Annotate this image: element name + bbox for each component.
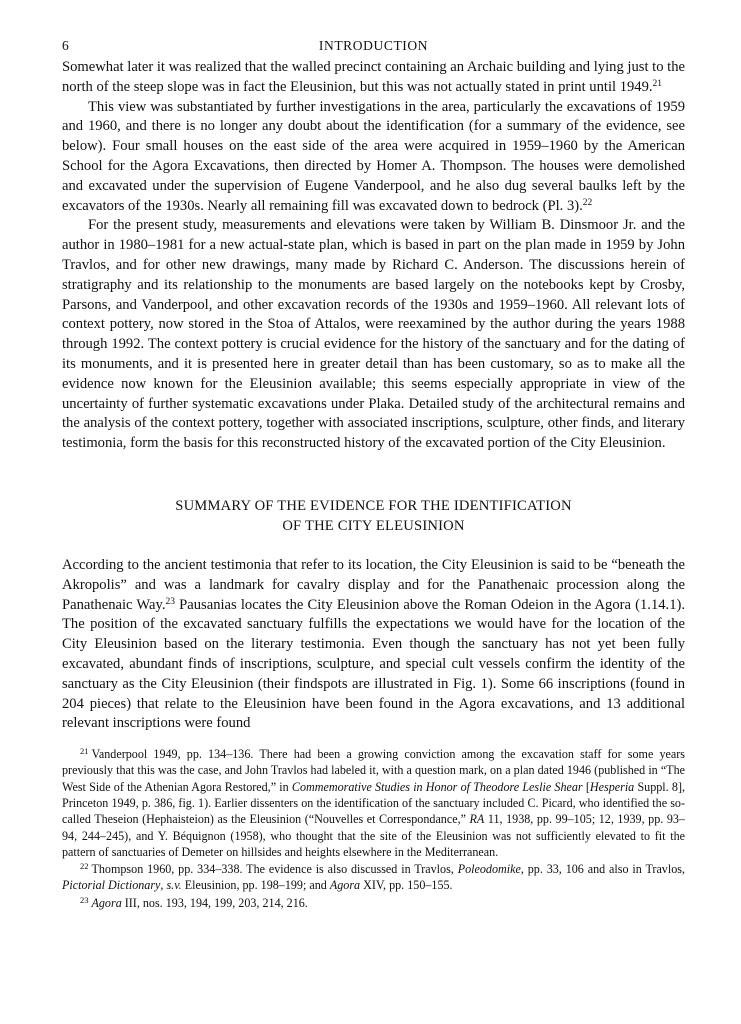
running-title: INTRODUCTION (318, 38, 429, 53)
intro-paragraph-2: This view was substantiated by further investigations in the area, particularly the excavations of 1959 and 1960, and there is no longer any doubt about the identification (for a summary of the evidence, see below). Four small houses on the east side of the area were acquired in 1959–1960 by the American School for the Agora Excavations, then directed by Homer A. Thompson. The houses were demolished and excavated under the supervision of Eugene Vanderpool, and he also dug several baulks left by the excavators of the 1930s. Nearly all remaining fill was excavated down to bedrock (Pl. 3).$^{22}$ (62, 98, 685, 214)
footnote-21: $^{21}$ Vanderpool 1949, pp. 134–136. There had been a growing conviction among the excavation staff for some years previously that this was the case, and John Travlos had labeled it, with a question mark, on a plan dated 1946 (published in “The West Side of the Athenian Agora Restored,” in Commemorative Studies in Honor of Theodore Leslie Shear [Hesperia Suppl. 8], Princeton 1949, p. 386, fig. 1). Earlier dissenters on the identification of the sanctuary included C. Picard, who identified the so-called Theseion (Hephaisteion) as the Eleusinion (“Nouvelles et Correspondance,” RA 11, 1938, pp. 99–105; 12, 1939, pp. 93–94, 244–245), and Y. Béquignon (1958), who thought that the site of the Eleusinion was not sufficiently elevated to fit the pattern of sanctuaries of Demeter on hillsides and heights elsewhere in the Mediterranean. (62, 746, 685, 859)
running-header (62, 38, 685, 58)
footnote-number: 21 (80, 746, 89, 757)
footnote-ref-23[interactable]: 23 (165, 596, 175, 607)
section-heading-line-2: OF THE CITY ELEUSINION (282, 517, 465, 534)
footnote-22: $^{22}$ Thompson 1960, pp. 334–338. The evidence is also discussed in Travlos, Poleodomike, pp. 33, 106 and also in Travlos, Pictorial Dictionary, s.v. Eleusinion, pp. 198–199; and Agora XIV, pp. 150–155. (62, 861, 685, 893)
footnote-ref-21[interactable]: 21 (652, 78, 663, 89)
footnote-23: $^{23}$ Agora III, nos. 193, 194, 199, 203, 214, 216. (80, 894, 308, 910)
footnote-number: 22 (80, 861, 89, 872)
main-text (62, 58, 685, 734)
page-number: 6 (62, 38, 70, 53)
footnote-number: 23 (80, 894, 89, 905)
footnote-ref-22[interactable]: 22 (582, 197, 593, 208)
section-paragraph-1: According to the ancient testimonia that refer to its location, the City Eleusinion is said to be “beneath the Akropolis” and was a landmark for cavalry display and for the Panathenaic procession along the Panathenaic Way.$^{23}$ Pausanias locates the City Eleusinion above the Roman Odeion in the Agora (1.14.1). The position of the excavated sanctuary fulfills the expectations we would have for the location of the City Eleusinion based on the literary testimonia. Even though the sanctuary has not yet been fully excavated, abundant finds of inscriptions, sculpture, and special cult vessels confirm the identity of the sanctuary as the City Eleusinion (their findspots are illustrated in Fig. 1). Some 66 inscriptions (found in 204 pieces) that relate to the Eleusinion have been found in the Agora excavations, and 13 additional relevant inscriptions were found (62, 556, 685, 732)
section-heading-line-1: SUMMARY OF THE EVIDENCE FOR THE IDENTIFICATION (175, 497, 572, 514)
section-heading (62, 496, 685, 536)
intro-paragraph-1: Somewhat later it was realized that the walled precinct containing an Archaic building and lying just to the north of the steep slope was in fact the Eleusinion, but this was not actually stated in print until 1949.21 (62, 59, 685, 95)
intro-paragraph-3: For the present study, measurements and elevations were taken by William B. Dinsmoor Jr. and the author in 1980–1981 for a new actual-state plan, which is based in part on the plan made in 1959 by John Travlos, and for other new drawings, many made by Richard C. Anderson. The discussions herein of stratigraphy and its relationship to the monuments are based largely on the notebooks kept by Crosby, Parsons, and Vanderpool, and other excavation records of the 1930s and 1959–1960. All relevant lots of context pottery, now stored in the Stoa of Attalos, were reexamined by the author during the years 1988 through 1992. The context pottery is crucial evidence for the history of the sanctuary and for the dating of its monuments, and it is presented here in greater detail than has been customary, so as to make all the evidence now known for the Eleusinion available; this seems especially appropriate in view of the uncertainty of further systematic excavations under Plaka. Detailed study of the architectural remains and the analysis of the context pottery, together with associated inscriptions, sculpture, other finds, and literary testimonia, form the basis for this reconstructed history of the excavated portion of the City Eleusinion. (62, 217, 685, 452)
footnotes (62, 746, 685, 911)
